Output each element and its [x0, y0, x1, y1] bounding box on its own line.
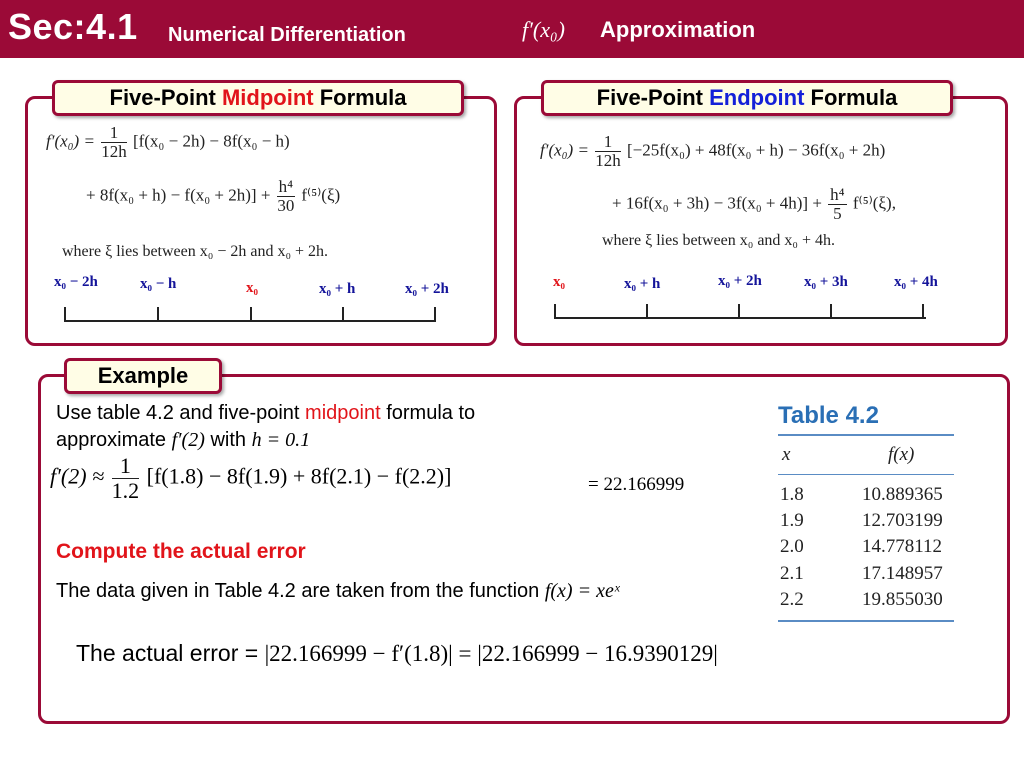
table-cell-x: 2.1 — [780, 563, 804, 584]
midpoint-point-4: x₀ + h — [319, 281, 356, 297]
endpoint-formula-line1: f′(x₀) = $\frac{1}{12h}$ [−25f(x₀) + 48f(x₀ + h) − 36f(x₀ + 2h) — [540, 132, 886, 170]
section-subtitle: Numerical Differentiation — [168, 24, 406, 46]
endpoint-tab: Five-Point Endpoint Formula — [541, 80, 953, 116]
table-cell-fx: 10.889365 — [862, 484, 943, 505]
actual-error-line: The actual error = |22.166999 − f′(1.8)| = |22.166999 − 16.9390129| — [76, 640, 718, 666]
derivative-symbol: f′(x₀) — [522, 17, 565, 42]
table-title: Table 4.2 — [778, 402, 879, 429]
table-cell-fx: 19.855030 — [862, 589, 943, 610]
endpoint-where: where ξ lies between x₀ and x₀ + 4h. — [602, 232, 836, 249]
table-rule — [778, 434, 954, 436]
section-number: Sec:4.1 — [8, 6, 138, 47]
endpoint-formula-line2: + 16f(x₀ + 3h) − 3f(x₀ + 4h)] + $\frac{\text{h⁴}}{5}$ f⁽⁵⁾(ξ), — [612, 185, 896, 223]
data-source-text: The data given in Table 4.2 are taken from the function f(x) = xeˣ — [56, 580, 620, 602]
midpoint-point-5: x₀ + 2h — [405, 281, 449, 297]
midpoint-where: where ξ lies between x₀ − 2h and x₀ + 2h. — [62, 243, 329, 260]
example-calculation: f′(2) ≈ $\frac{1}{1.2}$ [f(1.8) − 8f(1.9) + 8f(2.1) − f(2.2)] — [50, 453, 452, 503]
endpoint-tick — [830, 304, 832, 318]
endpoint-point-4: x₀ + 3h — [804, 274, 848, 290]
endpoint-tick — [554, 304, 556, 318]
table-cell-fx: 12.703199 — [862, 510, 943, 531]
header-bar — [0, 0, 1024, 58]
endpoint-point-5: x₀ + 4h — [894, 274, 938, 290]
midpoint-point-2: x₀ − h — [140, 276, 177, 292]
midpoint-tick — [342, 307, 344, 321]
midpoint-formula-line1: f′(x₀) = $\frac{1}{12h}$ [f(x₀ − 2h) − 8f(x₀ − h) — [46, 123, 290, 161]
table-rule — [778, 474, 954, 475]
example-result: = 22.166999 — [588, 474, 685, 495]
example-tab: Example — [64, 358, 222, 394]
endpoint-tick — [922, 304, 924, 318]
endpoint-axis — [554, 317, 926, 319]
compute-error-heading: Compute the actual error — [56, 540, 306, 563]
midpoint-tick — [157, 307, 159, 321]
table-cell-x: 2.2 — [780, 589, 804, 610]
endpoint-point-1: x₀ — [553, 274, 565, 290]
midpoint-formula-line2: + 8f(x₀ + h) − f(x₀ + 2h)] + $\frac{\text{h⁴}}{30}$ f⁽⁵⁾(ξ) — [86, 177, 341, 215]
endpoint-point-2: x₀ + h — [624, 276, 661, 292]
endpoint-tick — [646, 304, 648, 318]
table-header-fx: f(x) — [888, 444, 915, 465]
midpoint-tick — [434, 307, 436, 321]
table-cell-fx: 14.778112 — [862, 536, 943, 557]
example-question-line1: Use table 4.2 and five-point midpoint formula to — [56, 402, 476, 424]
table-header-x: x — [782, 444, 791, 465]
table-cell-fx: 17.148957 — [862, 563, 943, 584]
table-cell-x: 1.8 — [780, 484, 804, 505]
midpoint-point-1: x₀ − 2h — [54, 274, 98, 290]
table-cell-x: 2.0 — [780, 536, 804, 557]
midpoint-tick — [250, 307, 252, 321]
example-question-line2: approximate f′(2) with h = 0.1 — [56, 429, 311, 451]
midpoint-point-3: x₀ — [246, 280, 258, 296]
midpoint-tab: Five-Point Midpoint Formula — [52, 80, 464, 116]
table-cell-x: 1.9 — [780, 510, 804, 531]
approximation-title: Approximation — [600, 17, 756, 42]
endpoint-point-3: x₀ + 2h — [718, 273, 762, 289]
endpoint-tick — [738, 304, 740, 318]
midpoint-tick — [64, 307, 66, 321]
table-rule — [778, 620, 954, 622]
